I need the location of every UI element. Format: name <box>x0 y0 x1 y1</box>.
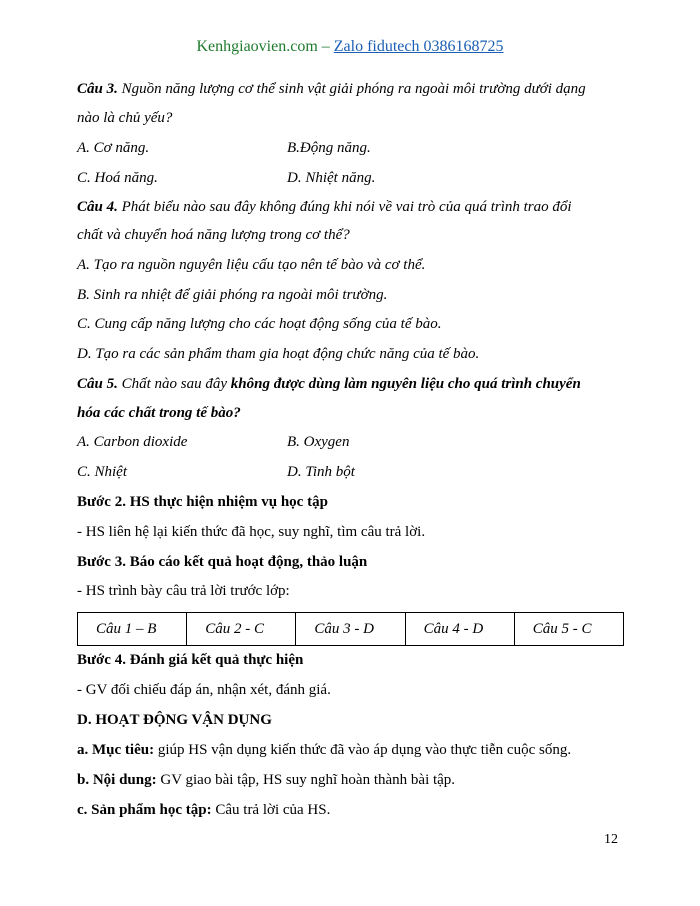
answer-cell-3: Câu 3 - D <box>296 613 405 646</box>
question-5-label: Câu 5. <box>77 376 118 392</box>
question-4-label: Câu 4. <box>77 199 118 215</box>
question-4-option-d: D. Tạo ra các sản phẩm tham gia hoạt động chức năng của tế bào. <box>77 346 480 362</box>
question-4-text: Phát biểu nào sau đây không đúng khi nói về vai trò của quá trình trao đổi <box>117 199 572 215</box>
step-4-line: - GV đối chiếu đáp án, nhận xét, đánh giá. <box>77 682 331 698</box>
section-d-content-text: GV giao bài tập, HS suy nghĩ hoàn thành bài tập. <box>156 772 456 788</box>
answer-cell-4: Câu 4 - D <box>405 613 514 646</box>
question-4-text-line2: chất và chuyển hoá năng lượng trong cơ thể? <box>77 227 350 243</box>
step-4-title: Bước 4. Đánh giá kết quả thực hiện <box>77 652 304 668</box>
header-zalo-link[interactable]: Zalo fidutech 0386168725 <box>333 38 504 55</box>
answer-table <box>77 612 624 646</box>
question-5-text-line2: hóa các chất trong tế bào? <box>77 405 241 421</box>
question-5-option-c: C. Nhiệt <box>77 464 128 480</box>
section-d-product-label: c. Sản phẩm học tập: <box>77 802 212 818</box>
question-5-option-d: D. Tinh bột <box>287 464 355 480</box>
section-d-objective-label: a. Mục tiêu: <box>77 742 155 758</box>
question-4-option-a: A. Tạo ra nguồn nguyên liệu cấu tạo nên tế bào và cơ thể. <box>77 257 426 273</box>
page-number: 12 <box>604 832 618 847</box>
section-d-content <box>77 772 455 789</box>
question-5-emphasis: không được dùng làm nguyên liệu cho quá trình chuyển <box>230 376 581 392</box>
header-separator: – <box>317 38 334 55</box>
question-5-text: Chất nào sau đây <box>117 376 231 392</box>
section-d-title: D. HOẠT ĐỘNG VẬN DỤNG <box>77 712 272 728</box>
page-header <box>0 38 700 56</box>
question-4-option-c: C. Cung cấp năng lượng cho các hoạt động sống của tế bào. <box>77 316 442 332</box>
section-d-content-label: b. Nội dung: <box>77 772 157 788</box>
step-2-line: - HS liên hệ lại kiến thức đã học, suy nghĩ, tìm câu trả lời. <box>77 524 426 540</box>
question-3-text-line2: nào là chủ yếu? <box>77 110 173 126</box>
step-3-title: Bước 3. Báo cáo kết quả hoạt động, thảo luận <box>77 554 368 570</box>
question-3-option-c: C. Hoá năng. <box>77 170 158 186</box>
section-d-product <box>77 802 330 819</box>
question-3-text: Nguồn năng lượng cơ thể sinh vật giải phóng ra ngoài môi trường dưới dạng <box>117 81 586 97</box>
answer-row <box>78 613 624 646</box>
question-5 <box>77 376 581 393</box>
answer-cell-2: Câu 2 - C <box>187 613 296 646</box>
section-d-objective <box>77 742 571 759</box>
question-3-option-b: B.Động năng. <box>287 140 371 156</box>
section-d-objective-text: giúp HS vận dụng kiến thức đã vào áp dụng vào thực tiễn cuộc sống. <box>154 742 572 758</box>
question-4 <box>77 199 572 216</box>
step-3-line: - HS trình bày câu trả lời trước lớp: <box>77 583 290 599</box>
question-4-option-b: B. Sinh ra nhiệt để giải phóng ra ngoài môi trường. <box>77 287 388 303</box>
question-3-option-a: A. Cơ năng. <box>77 140 150 156</box>
header-site: Kenhgiaovien.com <box>196 38 318 55</box>
question-3-option-d: D. Nhiệt năng. <box>287 170 376 186</box>
section-d-product-text: Câu trả lời của HS. <box>211 802 331 818</box>
step-2-title: Bước 2. HS thực hiện nhiệm vụ học tập <box>77 494 328 510</box>
question-3 <box>77 81 586 98</box>
answer-cell-5: Câu 5 - C <box>514 613 623 646</box>
question-5-option-a: A. Carbon dioxide <box>77 434 188 450</box>
question-5-option-b: B. Oxygen <box>287 434 350 450</box>
answer-cell-1: Câu 1 – B <box>78 613 187 646</box>
question-3-label: Câu 3. <box>77 81 118 97</box>
